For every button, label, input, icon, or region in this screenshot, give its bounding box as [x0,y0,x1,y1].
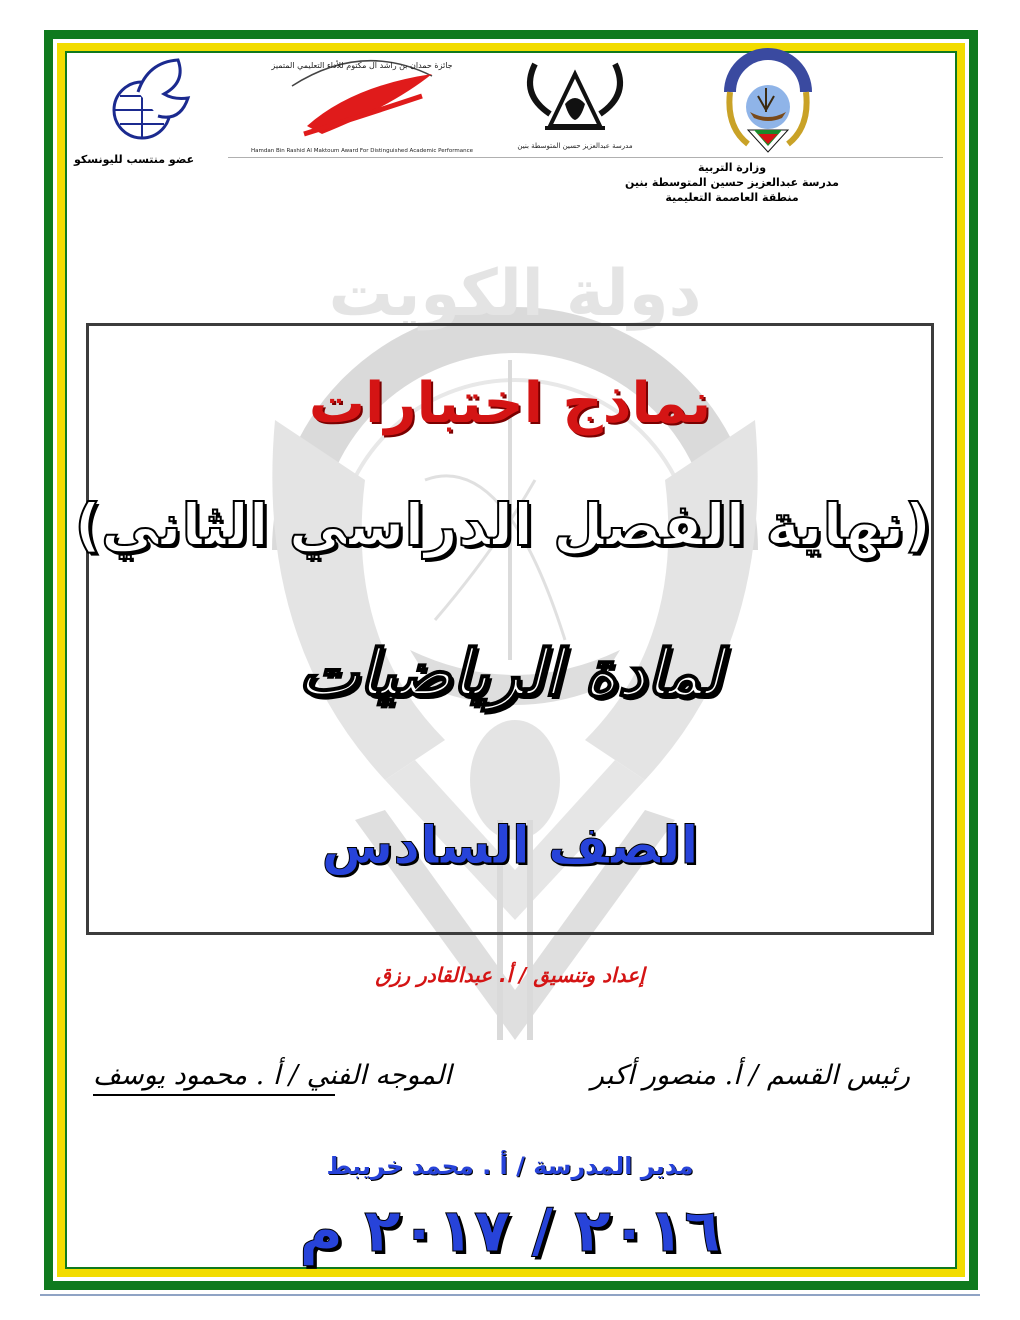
academic-year: ٢٠١٦ / ٢٠١٧ م [299,1196,721,1266]
page-bottom-rule [40,1294,980,1296]
school-logo-caption: مدرسة عبدالعزيز حسين المتوسطة بنين [517,142,633,150]
unesco-caption: عضو منتسب لليونسكو [74,153,195,166]
header-rule [228,157,943,158]
hamdan-award-logo [250,46,474,158]
supervisor-underline [93,1094,335,1096]
award-logo-text: جائزة حمدان بن راشد آل مكتوم للأداء التعليمي المتميز [271,61,453,70]
principal-line: مدير المدرسة / أ . محمد خريبط [326,1152,694,1180]
title-line-exams: نماذج اختبارات [308,371,712,436]
watermark-text: دولة الكويت [328,257,702,331]
supervisor-signature: الموجه الفني / أ . محمود يوسف [93,1060,452,1091]
head-of-department-signature: رئيس القسم / أ. منصور أكبر [590,1060,910,1091]
award-logo-text-en: Hamdan Bin Rashid Al Maktoum Award For Distinguished Academic Performance [250,148,474,154]
school-name-line: مدرسة عبدالعزيز حسين المتوسطة بنين [625,176,839,189]
title-line-subject: لمادة الرياضيات [298,636,722,711]
emblem-banner: دولة الكويت [745,65,791,75]
school-logo [515,54,635,154]
title-line-grade: الصف السادس [321,816,699,876]
ministry-block [612,160,852,205]
ministry-line: وزارة التربية [697,161,767,174]
title-line-term: (نهاية الفصل الدراسي الثاني) [74,491,931,559]
kuwait-emblem-logo [718,52,818,158]
district-line: منطقة العاصمة التعليمية [665,191,799,204]
unesco-logo [108,52,196,152]
title-box [74,323,934,935]
prepared-by: إعداد وتنسيق / أ. عبدالقادر رزق [375,963,645,987]
